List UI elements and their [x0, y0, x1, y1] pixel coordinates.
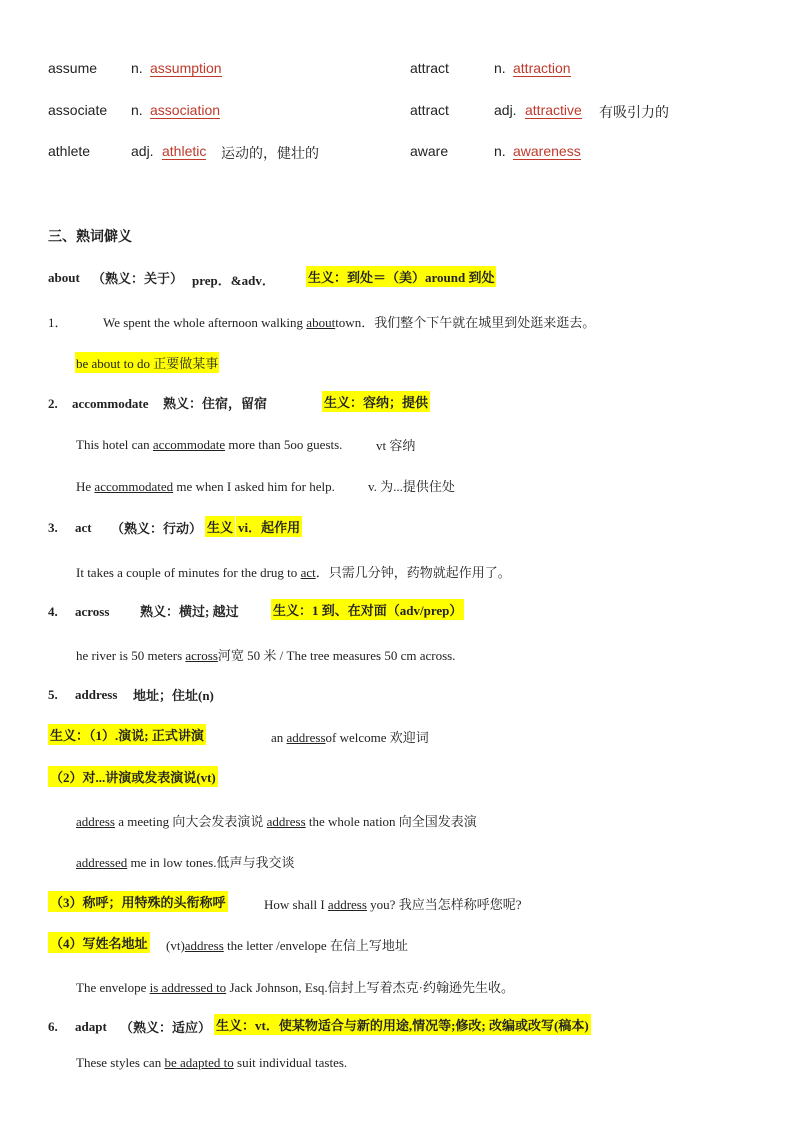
example-number: 1． [48, 315, 68, 330]
entry-familiar-meaning: （熟义：适应） [120, 1020, 212, 1035]
example-sentence: These styles can be adapted to suit individual tastes. [76, 1055, 348, 1070]
vocab-pos: n. [494, 60, 506, 76]
phrase-highlight: be about to do 正要做某事 [75, 352, 219, 373]
entry-number: 5. [48, 687, 58, 702]
sense-2: （2）对...讲演或发表演说(vt) [48, 766, 218, 787]
example-sentence: an addressof welcome 欢迎词 [271, 730, 429, 745]
sense-3: （3）称呼；用特殊的头衔称呼 [48, 891, 228, 912]
example-sentence: The envelope is addressed to Jack Johnson, Esq.信封上写着杰克·约翰逊先生收。 [76, 980, 514, 995]
vocab-word: assume [48, 60, 98, 76]
entry-number: 4. [48, 604, 58, 619]
vocab-derived: athletic [162, 143, 207, 159]
vocab-pos: n. [131, 102, 143, 118]
entry-number: 6. [48, 1019, 58, 1034]
sense-4: （4）写姓名地址 [48, 932, 150, 953]
example-sentence: It takes a couple of minutes for the drug to act．只需几分钟，药物就起作用了。 [76, 565, 511, 580]
example-sentence: We spent the whole afternoon walking abouttown．我们整个下午就在城里到处逛来逛去。 [103, 315, 596, 330]
section-title: 三、熟词僻义 [48, 230, 132, 245]
entry-number: 3. [48, 520, 58, 535]
vocab-derived: attraction [513, 60, 571, 76]
vocab-word: athlete [48, 143, 91, 159]
entry-rare-meaning: 生义：到处＝（美）around 到处 [306, 266, 496, 287]
entry-pos: prep．&adv． [192, 273, 275, 288]
example-sentence: (vt)address the letter /envelope 在信上写地址 [166, 938, 408, 953]
example-sentence: This hotel can accommodate more than 5oo guests. [76, 437, 343, 452]
entry-headword: accommodate [72, 396, 149, 411]
entry-headword: act [75, 520, 92, 535]
entry-rare-meaning: 生义：1 到、在对面（adv/prep） [271, 599, 464, 620]
example-sentence: he river is 50 meters across河宽 50 米 / The tree measures 50 cm across. [76, 648, 456, 663]
entry-familiar-meaning: 熟义：横过; 越过 [140, 604, 239, 619]
entry-rare-meaning: 生义：容纳；提供 [322, 391, 430, 412]
entry-headword: across [75, 604, 110, 619]
vocab-gloss: 运动的，健壮的 [221, 145, 319, 161]
vocab-pos: adj. [131, 143, 154, 159]
entry-rare-meaning: 生义：vt．使某物适合与新的用途,情况等;修改; 改编或改写(稿本) [214, 1014, 591, 1035]
example-sentence: He accommodated me when I asked him for help. [76, 479, 335, 494]
example-sentence: How shall I address you? 我应当怎样称呼您呢? [264, 897, 522, 912]
entry-headword: address [75, 687, 118, 702]
entry-familiar-meaning: 地址；住址(n) [133, 688, 214, 703]
vocab-word: associate [48, 102, 108, 118]
vocab-word: attract [410, 102, 449, 118]
entry-rare-meaning: vi．起作用 [236, 516, 302, 537]
entry-familiar-meaning: （熟义：关于） [92, 271, 184, 286]
example-sentence: addressed me in low tones.低声与我交谈 [76, 855, 295, 870]
vocab-word: attract [410, 60, 449, 76]
entry-headword: about [48, 270, 80, 285]
sense-1: 生义：（1）.演说; 正式讲演 [48, 724, 206, 745]
vocab-pos: adj. [494, 102, 517, 118]
example-note: vt 容纳 [376, 438, 416, 453]
vocab-derived: attractive [525, 102, 582, 118]
vocab-gloss: 有吸引力的 [599, 104, 669, 120]
vocab-derived: assumption [150, 60, 222, 76]
vocab-word: aware [410, 143, 449, 159]
entry-familiar-meaning: （熟义：行动） [111, 521, 203, 536]
vocab-derived: awareness [513, 143, 581, 159]
vocab-pos: n. [494, 143, 506, 159]
example-sentence: address a meeting 向大会发表演说 address the whole nation 向全国发表演 [76, 814, 477, 829]
entry-number: 2. [48, 396, 58, 411]
entry-familiar-meaning: 熟义：住宿，留宿 [163, 396, 268, 411]
example-note: v. 为...提供住处 [368, 479, 455, 494]
vocab-derived: association [150, 102, 221, 118]
entry-rare-label: 生义 [205, 516, 235, 537]
entry-headword: adapt [75, 1019, 107, 1034]
vocab-pos: n. [131, 60, 143, 76]
